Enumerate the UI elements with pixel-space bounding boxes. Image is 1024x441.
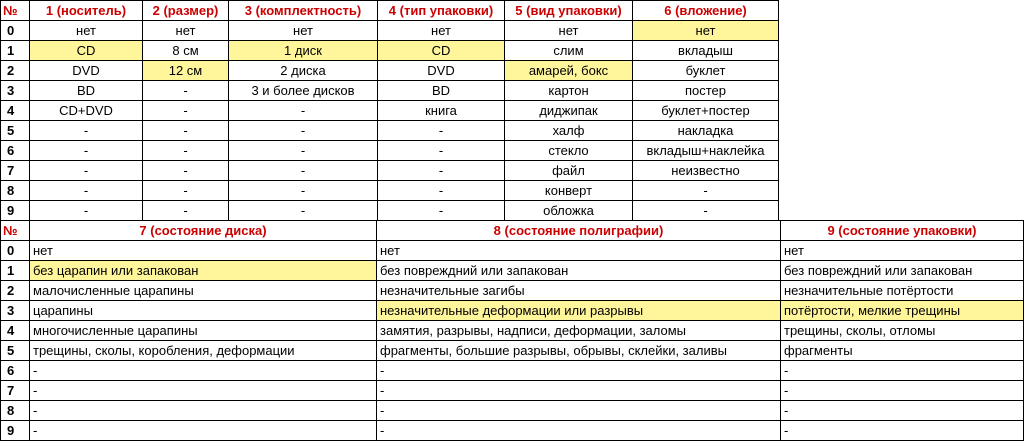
row-number: 0 — [1, 241, 30, 261]
table-cell: - — [633, 201, 779, 221]
table-cell: - — [143, 121, 229, 141]
table-cell: - — [378, 161, 505, 181]
table-cell: нет — [229, 21, 378, 41]
table-cell: BD — [378, 81, 505, 101]
table-cell: 2 диска — [229, 61, 378, 81]
row-number: 2 — [1, 61, 30, 81]
table-cell: нет — [378, 21, 505, 41]
table-cell: DVD — [378, 61, 505, 81]
table-cell: незначительные потёртости — [781, 281, 1024, 301]
table-cell: - — [377, 401, 781, 421]
table-cell: - — [378, 201, 505, 221]
row-number: 3 — [1, 301, 30, 321]
table-cell: замятия, разрывы, надписи, деформации, заломы — [377, 321, 781, 341]
row-number: 6 — [1, 141, 30, 161]
table-cell: - — [378, 141, 505, 161]
table-cell: трещины, сколы, отломы — [781, 321, 1024, 341]
table-row — [1, 81, 779, 101]
table-cell: нет — [781, 241, 1024, 261]
condition-codes-table — [0, 220, 1024, 441]
row-number: 9 — [1, 201, 30, 221]
table-cell: - — [143, 101, 229, 121]
header-cell: 8 (состояние полиграфии) — [377, 221, 781, 241]
row-number: 5 — [1, 121, 30, 141]
table-cell: трещины, сколы, коробления, деформации — [30, 341, 377, 361]
table-cell: - — [633, 181, 779, 201]
table-row — [1, 361, 1024, 381]
table-cell: - — [229, 201, 378, 221]
row-number: 8 — [1, 401, 30, 421]
table-cell: вкладыш — [633, 41, 779, 61]
table-cell: CD+DVD — [30, 101, 143, 121]
table-cell: нет — [143, 21, 229, 41]
table-header-row — [1, 221, 1024, 241]
table-row — [1, 301, 1024, 321]
row-number: 7 — [1, 381, 30, 401]
table-cell: халф — [505, 121, 633, 141]
header-cell: 5 (вид упаковки) — [505, 1, 633, 21]
table-cell: 12 см — [143, 61, 229, 81]
table-cell: - — [781, 381, 1024, 401]
table-row — [1, 321, 1024, 341]
row-number: 4 — [1, 101, 30, 121]
table-cell: диджипак — [505, 101, 633, 121]
table-cell: потёртости, мелкие трещины — [781, 301, 1024, 321]
table-cell: фрагменты, большие разрывы, обрывы, склейки, заливы — [377, 341, 781, 361]
table-row — [1, 281, 1024, 301]
row-number: 6 — [1, 361, 30, 381]
row-number: 1 — [1, 41, 30, 61]
table-row — [1, 261, 1024, 281]
table-cell: - — [30, 121, 143, 141]
header-cell: 6 (вложение) — [633, 1, 779, 21]
table-cell: 3 и более дисков — [229, 81, 378, 101]
table-row — [1, 241, 1024, 261]
table-cell: стекло — [505, 141, 633, 161]
row-number: 9 — [1, 421, 30, 441]
table-cell: - — [229, 101, 378, 121]
row-number: 7 — [1, 161, 30, 181]
table-cell: - — [30, 381, 377, 401]
table-cell: малочисленные царапины — [30, 281, 377, 301]
table-cell: - — [229, 181, 378, 201]
table-cell: книга — [378, 101, 505, 121]
row-number: 2 — [1, 281, 30, 301]
row-number: 1 — [1, 261, 30, 281]
table-cell: - — [377, 361, 781, 381]
table-cell: вкладыш+наклейка — [633, 141, 779, 161]
table-cell: без царапин или запакован — [30, 261, 377, 281]
table-cell: незначительные загибы — [377, 281, 781, 301]
table-cell: - — [378, 121, 505, 141]
table-cell: DVD — [30, 61, 143, 81]
table-cell: - — [30, 201, 143, 221]
row-number: 4 — [1, 321, 30, 341]
header-number: № — [1, 221, 30, 241]
table-cell: 8 см — [143, 41, 229, 61]
table-cell: нет — [377, 241, 781, 261]
table-cell: 1 диск — [229, 41, 378, 61]
table-row — [1, 161, 779, 181]
table-cell: - — [229, 161, 378, 181]
table-row — [1, 181, 779, 201]
table-cell: амарей, бокс — [505, 61, 633, 81]
table-cell: - — [30, 401, 377, 421]
header-cell: 1 (носитель) — [30, 1, 143, 21]
table-cell: - — [30, 181, 143, 201]
table-cell: без повреждний или запакован — [781, 261, 1024, 281]
media-codes-table — [0, 0, 779, 221]
header-cell: 9 (состояние упаковки) — [781, 221, 1024, 241]
table-row — [1, 41, 779, 61]
table-cell: - — [229, 141, 378, 161]
table-cell: обложка — [505, 201, 633, 221]
table-cell: - — [377, 381, 781, 401]
table-cell: - — [30, 141, 143, 161]
table-cell: - — [143, 161, 229, 181]
table-row — [1, 381, 1024, 401]
table-cell: - — [30, 421, 377, 441]
table-row — [1, 421, 1024, 441]
table-cell: - — [143, 201, 229, 221]
table-cell: нет — [633, 21, 779, 41]
row-number: 3 — [1, 81, 30, 101]
table-cell: накладка — [633, 121, 779, 141]
table-row — [1, 341, 1024, 361]
table-cell: CD — [378, 41, 505, 61]
table-cell: - — [781, 361, 1024, 381]
table-cell: - — [143, 141, 229, 161]
table-cell: - — [143, 181, 229, 201]
table-cell: - — [781, 401, 1024, 421]
table-cell: многочисленные царапины — [30, 321, 377, 341]
table-row — [1, 121, 779, 141]
table-cell: - — [377, 421, 781, 441]
header-cell: 7 (состояние диска) — [30, 221, 377, 241]
header-number: № — [1, 1, 30, 21]
table-row — [1, 201, 779, 221]
table-cell: - — [378, 181, 505, 201]
table-cell: - — [781, 421, 1024, 441]
table-cell: CD — [30, 41, 143, 61]
table-cell: буклет+постер — [633, 101, 779, 121]
table-cell: - — [30, 161, 143, 181]
table-cell: без повреждний или запакован — [377, 261, 781, 281]
table-cell: слим — [505, 41, 633, 61]
table-cell: буклет — [633, 61, 779, 81]
row-number: 8 — [1, 181, 30, 201]
table-cell: царапины — [30, 301, 377, 321]
table-row — [1, 61, 779, 81]
table-row — [1, 141, 779, 161]
row-number: 5 — [1, 341, 30, 361]
table-cell: картон — [505, 81, 633, 101]
table-cell: нет — [30, 241, 377, 261]
header-cell: 2 (размер) — [143, 1, 229, 21]
table-row — [1, 101, 779, 121]
header-cell: 3 (комплектность) — [229, 1, 378, 21]
table-cell: - — [229, 121, 378, 141]
table-cell: BD — [30, 81, 143, 101]
table-cell: фрагменты — [781, 341, 1024, 361]
table-cell: - — [143, 81, 229, 101]
table-header-row — [1, 1, 779, 21]
row-number: 0 — [1, 21, 30, 41]
table-cell: файл — [505, 161, 633, 181]
table-cell: постер — [633, 81, 779, 101]
table-cell: - — [30, 361, 377, 381]
table-cell: нет — [30, 21, 143, 41]
table-cell: незначительные деформации или разрывы — [377, 301, 781, 321]
table-cell: конверт — [505, 181, 633, 201]
header-cell: 4 (тип упаковки) — [378, 1, 505, 21]
table-cell: неизвестно — [633, 161, 779, 181]
table-row — [1, 401, 1024, 421]
table-cell: нет — [505, 21, 633, 41]
table-row — [1, 21, 779, 41]
